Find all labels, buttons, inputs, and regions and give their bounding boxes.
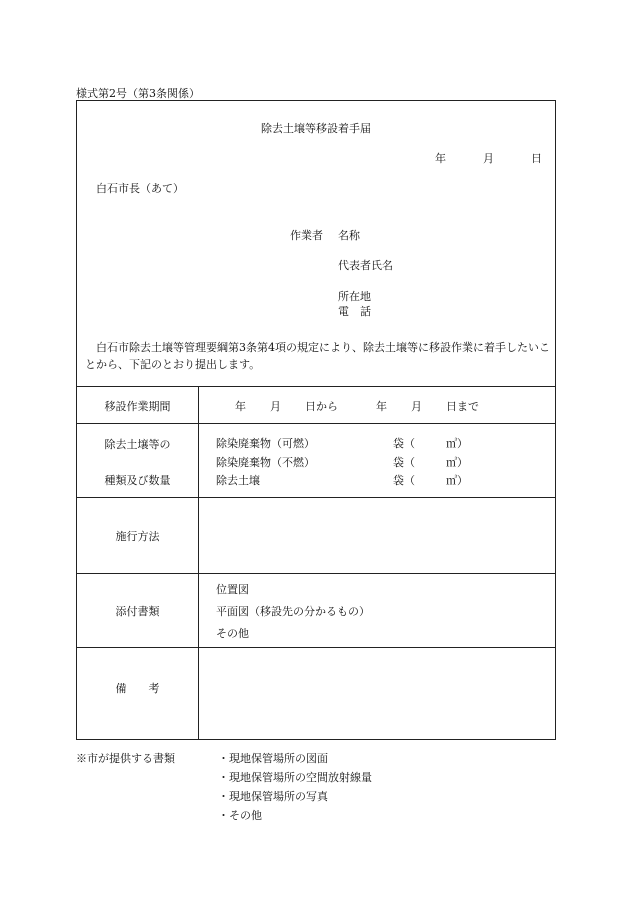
kind-name: 除染廃棄物（可燃） bbox=[216, 437, 315, 450]
kind-unit: 袋（ bbox=[393, 456, 415, 469]
kinds-label-line2: 種類及び数量 bbox=[104, 474, 171, 487]
attachment-item: 平面図（移設先の分かるもの） bbox=[216, 605, 370, 618]
applicant-role: 作業者 bbox=[290, 229, 323, 242]
table-top-border bbox=[77, 386, 555, 387]
period-end-year: 年 bbox=[376, 400, 387, 413]
address-label: 所在地 bbox=[338, 290, 371, 303]
row-divider bbox=[77, 573, 555, 574]
method-field[interactable] bbox=[199, 499, 554, 571]
period-start-day: 日から bbox=[305, 400, 338, 413]
row-divider bbox=[77, 423, 555, 424]
form-title: 除去土壌等移設着手届 bbox=[261, 122, 371, 135]
application-form bbox=[76, 100, 556, 740]
attachments-label: 添付書類 bbox=[115, 605, 160, 618]
kind-name: 除染廃棄物（不燃） bbox=[216, 456, 315, 469]
attachment-item: 位置図 bbox=[216, 583, 249, 596]
date-year: 年 bbox=[435, 152, 446, 165]
kind-volume: ㎥） bbox=[446, 474, 468, 487]
representative-label: 代表者氏名 bbox=[338, 259, 393, 272]
note-item: ・その他 bbox=[218, 809, 262, 822]
phone-label: 電 話 bbox=[338, 305, 371, 318]
note-item: ・現地保管場所の写真 bbox=[218, 790, 328, 803]
period-start-year: 年 bbox=[235, 400, 246, 413]
kind-volume: ㎥） bbox=[446, 437, 468, 450]
row-divider bbox=[77, 497, 555, 498]
period-start-month: 月 bbox=[270, 400, 281, 413]
period-end-month: 月 bbox=[411, 400, 422, 413]
date-month: 月 bbox=[483, 152, 494, 165]
note-item: ・現地保管場所の図面 bbox=[218, 752, 328, 765]
row-divider bbox=[77, 647, 555, 648]
addressee: 白石市長（あて） bbox=[96, 182, 184, 195]
date-day: 日 bbox=[531, 152, 542, 165]
notes-label: ※市が提供する書類 bbox=[76, 752, 175, 765]
period-end-day: 日まで bbox=[446, 400, 479, 413]
method-label: 施行方法 bbox=[115, 530, 160, 543]
remarks-field[interactable] bbox=[199, 649, 554, 739]
kind-unit: 袋（ bbox=[393, 474, 415, 487]
kind-name: 除去土壌 bbox=[216, 474, 260, 487]
kinds-label-line1: 除去土壌等の bbox=[104, 438, 171, 451]
applicant-name-label: 名称 bbox=[338, 229, 360, 242]
form-number-label: 様式第2号（第3条関係） bbox=[76, 87, 200, 100]
remarks-label: 備 考 bbox=[115, 682, 160, 695]
attachment-item: その他 bbox=[216, 627, 249, 640]
period-label: 移設作業期間 bbox=[104, 400, 171, 413]
note-item: ・現地保管場所の空間放射線量 bbox=[218, 771, 372, 784]
kind-unit: 袋（ bbox=[393, 437, 415, 450]
kind-volume: ㎥） bbox=[446, 456, 468, 469]
declaration-text: 白石市除去土壌等管理要綱第3条第4項の規定により、除去土壌等に移設作業に着手したいことから、下記のとおり提出します。 bbox=[85, 341, 550, 371]
